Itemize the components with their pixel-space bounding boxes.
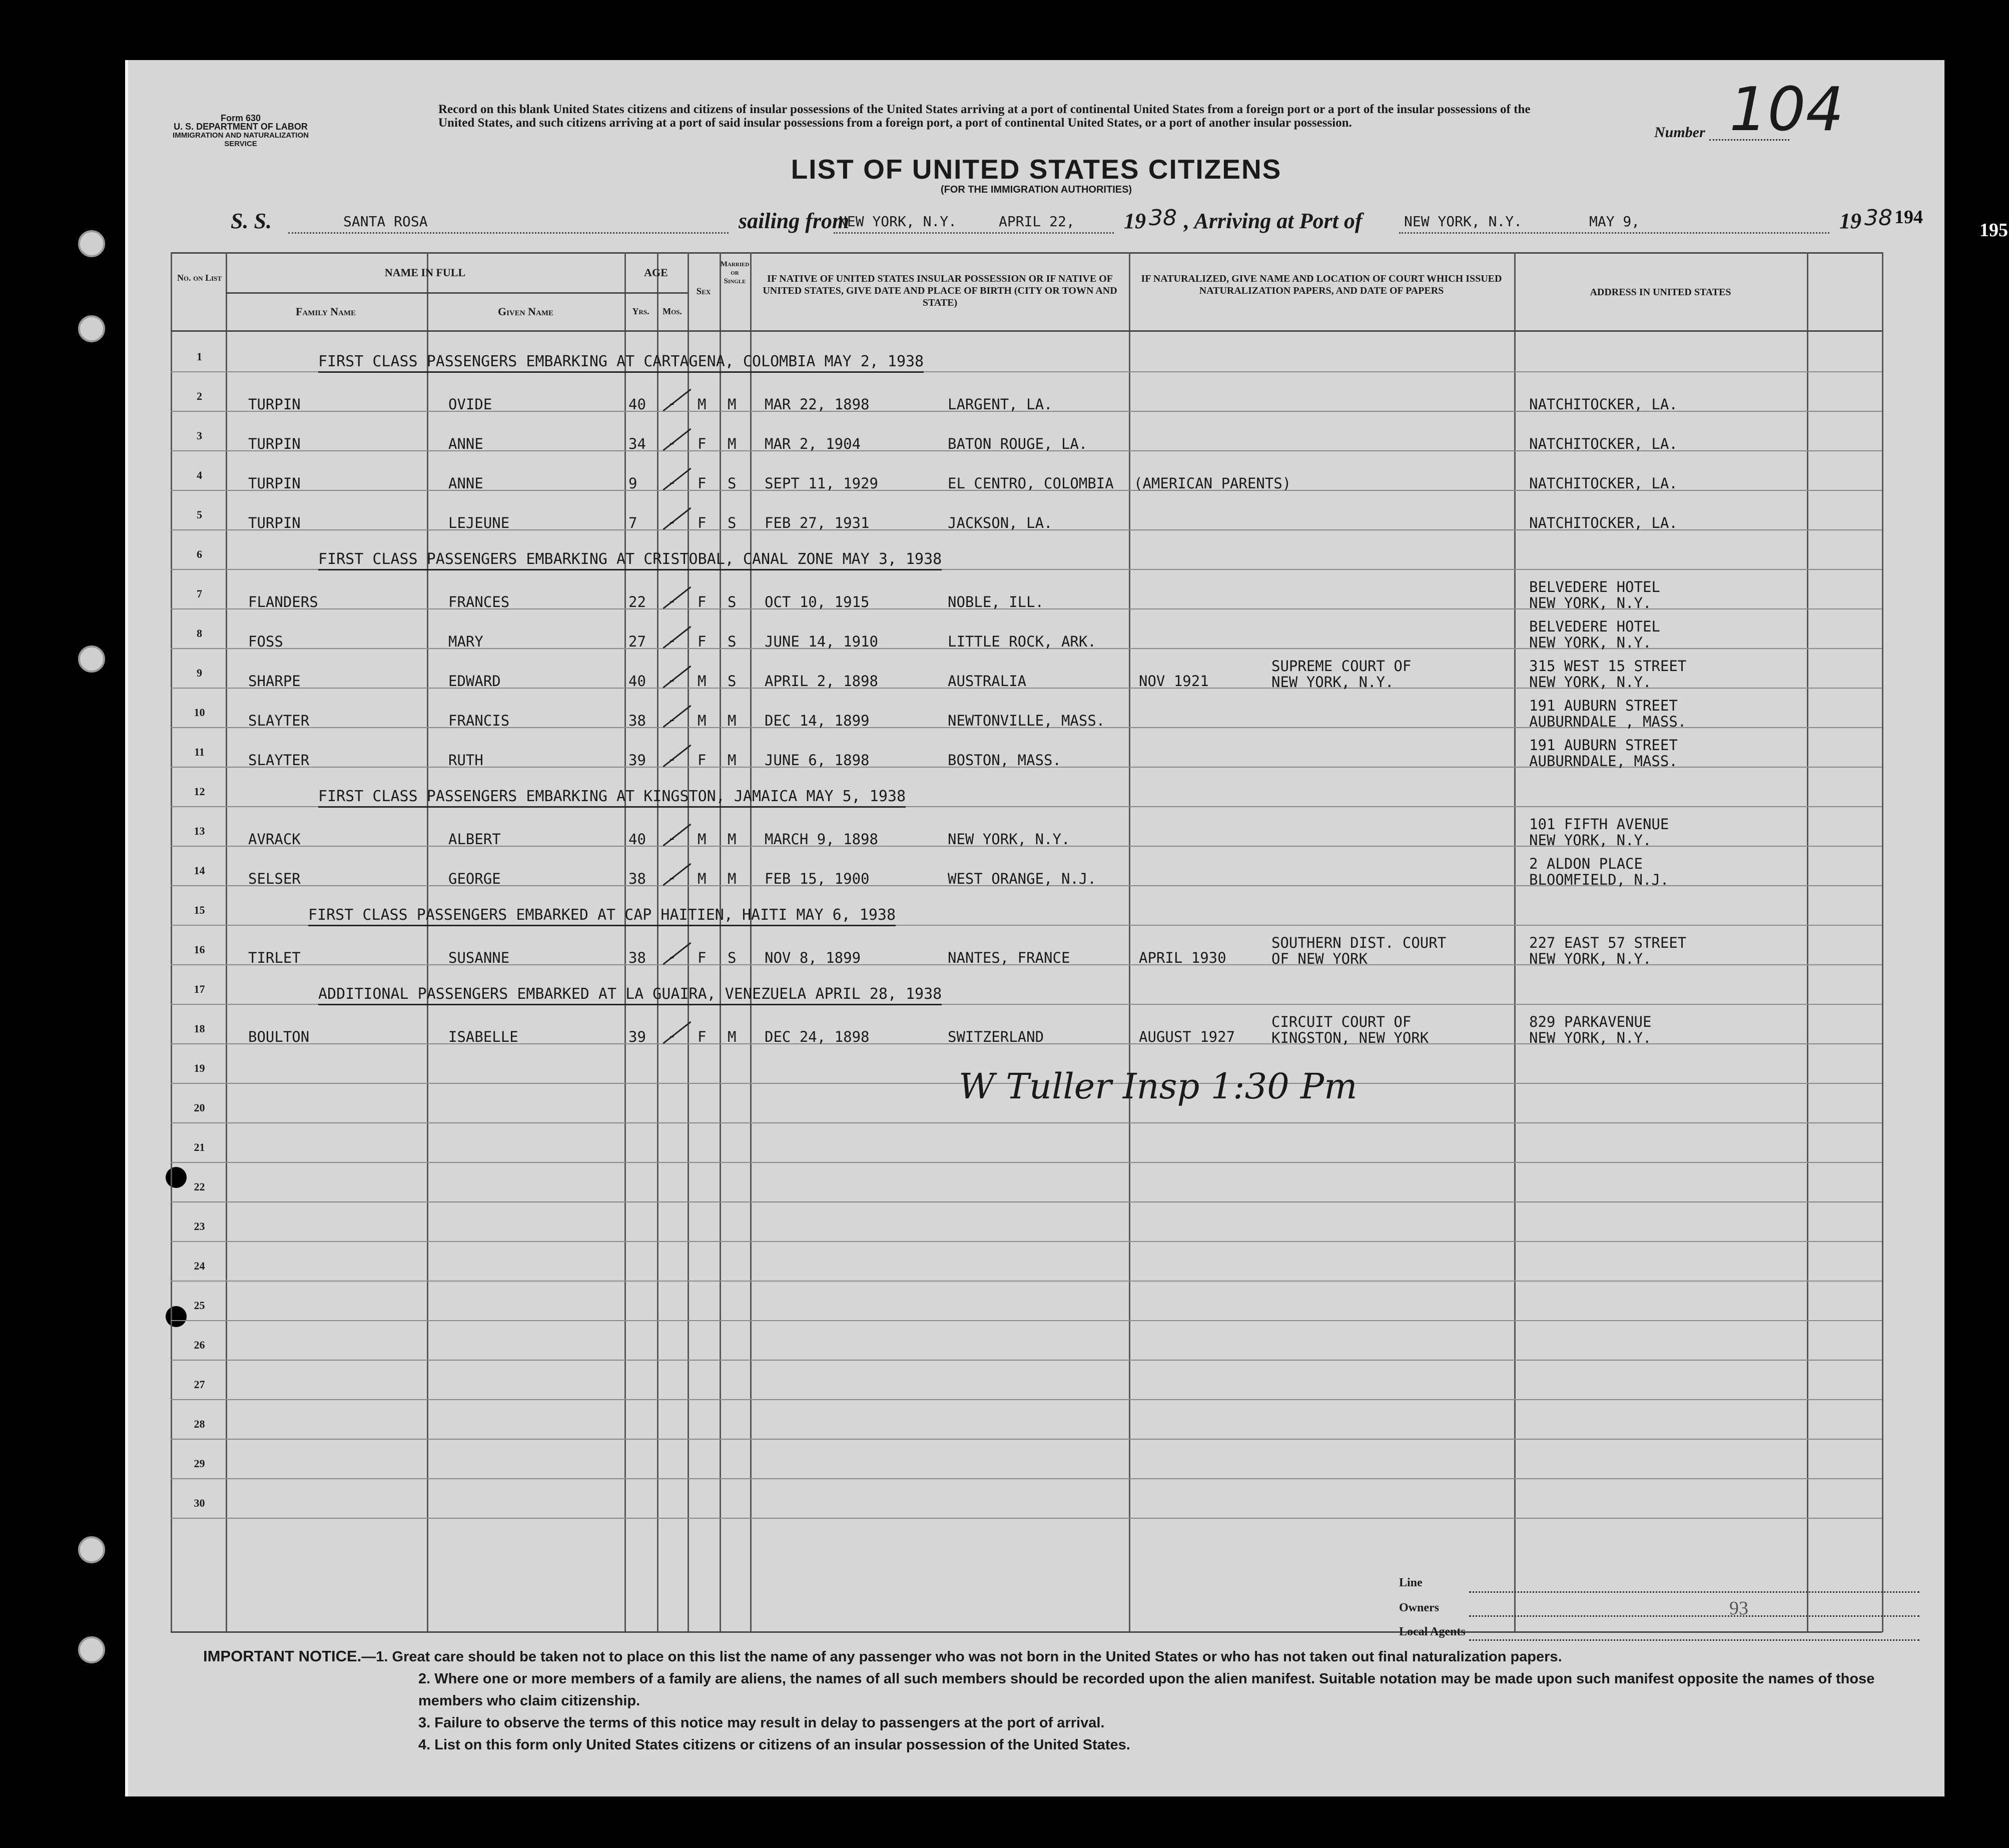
row-number: 29 (194, 1457, 205, 1470)
birth-date: APRIL 2, 1898 (765, 673, 878, 690)
passenger-age-years: 7 (628, 514, 637, 531)
passenger-age-months: - (667, 592, 677, 609)
passenger-age-months: - (667, 1027, 677, 1044)
footer-line-label: Line (1399, 1576, 1423, 1589)
section-heading: FIRST CLASS PASSENGERS EMBARKING AT CARTAGENA, COLOMBIA MAY 2, 1938 (318, 353, 924, 373)
passenger-age-years: 38 (628, 949, 646, 966)
passenger-sex: F (698, 633, 707, 650)
passenger-marital: M (728, 396, 737, 413)
section-heading: FIRST CLASS PASSENGERS EMBARKING AT CRISTOBAL, CANAL ZONE MAY 3, 1938 (318, 550, 942, 570)
passenger-given-name: LEJEUNE (448, 514, 510, 531)
row-number: 24 (194, 1260, 205, 1272)
header-married-single: Married or Single (720, 260, 750, 285)
passenger-age-months: - (667, 711, 677, 728)
row-number: 13 (194, 825, 205, 837)
birth-place: NEWTONVILLE, MASS. (948, 712, 1105, 729)
notice-lead: IMPORTANT NOTICE. (203, 1647, 362, 1665)
form-service: IMMIGRATION AND NATURALIZATION SERVICE (173, 131, 309, 148)
birth-place: NEW YORK, N.Y. (948, 831, 1070, 848)
row-number: 11 (194, 746, 205, 758)
stamp-number-edge: 195 (1979, 220, 2008, 241)
column-rule (624, 252, 626, 1632)
row-rule (171, 1360, 1882, 1361)
column-rule (657, 252, 658, 1632)
passenger-sex: M (698, 712, 707, 729)
birth-place: BATON ROUGE, LA. (948, 435, 1088, 452)
row-number: 19 (194, 1062, 205, 1074)
header-birth: IF NATIVE OF UNITED STATES INSULAR POSSESSION OR IF NATIVE OF UNITED STATES, GIVE DATE AND PLACE OF BIRTH (CITY OR TOWN AND STATE) (763, 273, 1117, 308)
header-sex: Sex (696, 286, 711, 297)
row-rule (171, 1399, 1882, 1400)
row-number: 27 (194, 1378, 205, 1391)
passenger-family-name: TURPIN (248, 475, 301, 492)
section-heading: ADDITIONAL PASSENGERS EMBARKED AT LA GUAIRA, VENEZUELA APRIL 28, 1938 (318, 985, 942, 1005)
row-rule (171, 1162, 1882, 1163)
column-rule (750, 252, 752, 1632)
address-line-2: NEW YORK, N.Y. (1529, 674, 1652, 691)
row-rule (171, 1201, 1882, 1202)
passenger-family-name: FOSS (248, 633, 283, 650)
passenger-marital: S (728, 633, 737, 650)
address-line-2: NEW YORK, N.Y. (1529, 832, 1652, 849)
birth-place: EL CENTRO, COLOMBIA (948, 475, 1114, 492)
row-number: 15 (194, 904, 205, 916)
header-naturalized: IF NATURALIZED, GIVE NAME AND LOCATION OF COURT WHICH ISSUED NATURALIZATION PAPERS, AND DATE OF PAPERS (1141, 273, 1502, 296)
birth-place: JACKSON, LA. (948, 514, 1053, 531)
row-number: 16 (194, 943, 205, 956)
passenger-family-name: TIRLET (248, 949, 301, 966)
passenger-family-name: SHARPE (248, 673, 301, 690)
address-line-1: BELVEDERE HOTEL (1529, 578, 1660, 595)
from-line (834, 232, 1114, 234)
column-rule (1514, 252, 1516, 1632)
row-number: 9 (197, 667, 202, 679)
passenger-age-years: 22 (628, 593, 646, 610)
passenger-marital: M (728, 1028, 737, 1045)
passenger-sex: F (698, 435, 707, 452)
passenger-marital: S (728, 673, 737, 690)
passenger-given-name: RUTH (448, 752, 483, 769)
passenger-sex: F (698, 752, 707, 769)
passenger-age-years: 40 (628, 396, 646, 413)
passenger-age-years: 39 (628, 1028, 646, 1045)
row-number: 7 (197, 587, 202, 600)
passenger-sex: F (698, 949, 707, 966)
address-line-2: AUBURNDALE , MASS. (1529, 713, 1687, 730)
passenger-given-name: SUSANNE (448, 949, 510, 966)
page-subtitle: (FOR THE IMMIGRATION AUTHORITIES) (940, 184, 1132, 195)
court-location: KINGSTON, NEW YORK (1271, 1029, 1429, 1046)
passenger-marital: S (728, 475, 737, 492)
passenger-given-name: GEORGE (448, 870, 501, 887)
passenger-family-name: SELSER (248, 870, 301, 887)
row-number: 30 (194, 1497, 205, 1509)
header-given-name: Given Name (497, 305, 553, 318)
passenger-given-name: EDWARD (448, 673, 501, 690)
passenger-marital: M (728, 831, 737, 848)
row-number: 26 (194, 1339, 205, 1351)
passenger-sex: F (698, 475, 707, 492)
passenger-family-name: SLAYTER (248, 712, 310, 729)
row-number: 6 (197, 548, 202, 560)
court-location: NEW YORK, N.Y. (1271, 674, 1394, 691)
passenger-age-years: 34 (628, 435, 646, 452)
sailing-label: sailing from (739, 209, 850, 233)
birth-place: LARGENT, LA. (948, 396, 1053, 413)
passenger-sex: F (698, 514, 707, 531)
passenger-marital: S (728, 593, 737, 610)
table-bottom-rule (171, 1631, 1882, 1633)
from-date: APRIL 22, (999, 213, 1075, 230)
row-number: 22 (194, 1180, 205, 1193)
birth-date: OCT 10, 1915 (765, 593, 870, 610)
passenger-age-years: 40 (628, 831, 646, 848)
number-label: Number (1654, 124, 1705, 141)
column-rule (688, 252, 689, 1632)
naturalization-date: NOV 1921 (1139, 673, 1209, 690)
binder-hole (78, 315, 105, 342)
passenger-given-name: FRANCIS (448, 712, 510, 729)
header-address: ADDRESS IN UNITED STATES (1590, 287, 1731, 298)
passenger-age-months: - (667, 830, 677, 847)
column-rule (171, 252, 172, 1632)
page-number: 93 (1729, 1598, 1748, 1619)
row-number: 21 (194, 1141, 205, 1153)
address-line-1: 191 AUBURN STREET (1529, 697, 1678, 714)
address-line-2: NEW YORK, N.Y. (1529, 634, 1652, 651)
passenger-age-years: 39 (628, 752, 646, 769)
passenger-marital: S (728, 949, 737, 966)
naturalization-date: APRIL 1930 (1139, 949, 1226, 966)
passenger-given-name: ANNE (448, 475, 483, 492)
birth-date: SEPT 11, 1929 (765, 475, 878, 492)
record-instructions: Record on this blank United States citizens and citizens of insular possessions of the United States arriving at a port of continental United States from a foreign port or a port of the insular possessions of the United States, and such citizens arriving at a port of said insular possessions from a foreign port, a port of continental United States, or a port of another insular possession. (438, 103, 1531, 130)
header-family-name: Family Name (295, 305, 356, 318)
header-mos: Mos. (662, 306, 682, 316)
ship-line (288, 232, 729, 234)
address-line-1: 101 FIFTH AVENUE (1529, 816, 1669, 833)
address-line-1: 315 WEST 15 STREET (1529, 658, 1687, 675)
row-number: 3 (197, 429, 202, 442)
row-number: 8 (197, 627, 202, 640)
notice-item-4: 4. List on this form only United States citizens or citizens of an insular possession of the United States. (418, 1737, 1130, 1753)
passenger-family-name: AVRACK (248, 831, 301, 848)
manifest-sheet (125, 60, 2008, 1796)
address-line-1: 2 ALDON PLACE (1529, 855, 1643, 872)
naturalization-date: (AMERICAN PARENTS) (1134, 475, 1291, 492)
birth-date: NOV 8, 1899 (765, 949, 861, 966)
birth-date: JUNE 14, 1910 (765, 633, 878, 650)
ss-label: S. S. (231, 209, 272, 233)
passenger-marital: S (728, 514, 737, 531)
birth-place: SWITZERLAND (948, 1028, 1044, 1045)
stamp-number: 194 (1894, 207, 1923, 228)
row-number: 17 (194, 983, 205, 995)
address-line-2: NEW YORK, N.Y. (1529, 594, 1652, 611)
passenger-sex: M (698, 673, 707, 690)
form-department: U. S. DEPARTMENT OF LABOR (174, 122, 308, 132)
address-line-1: BELVEDERE HOTEL (1529, 618, 1660, 635)
passenger-age-years: 27 (628, 633, 646, 650)
passenger-age-years: 38 (628, 712, 646, 729)
from-year-suffix: 38 (1149, 205, 1177, 231)
passenger-age-months: - (667, 869, 677, 886)
birth-date: JUNE 6, 1898 (765, 752, 870, 769)
footer-owners-field (1469, 1615, 1919, 1617)
row-number: 4 (197, 469, 202, 481)
arrival-port: NEW YORK, N.Y. (1404, 213, 1523, 230)
header-age: AGE (644, 266, 668, 279)
column-rule (720, 252, 721, 1632)
court-location: OF NEW YORK (1271, 950, 1368, 967)
passenger-marital: M (728, 752, 737, 769)
passenger-age-years: 40 (628, 673, 646, 690)
passenger-family-name: TURPIN (248, 514, 301, 531)
page-title: LIST OF UNITED STATES CITIZENS (791, 154, 1282, 185)
column-rule (1807, 252, 1808, 1632)
birth-place: LITTLE ROCK, ARK. (948, 633, 1096, 650)
passenger-age-months: - (667, 672, 677, 689)
passenger-family-name: TURPIN (248, 396, 301, 413)
passenger-age-months: - (667, 751, 677, 768)
address-line-1: 829 PARKAVENUE (1529, 1013, 1652, 1030)
passenger-sex: M (698, 396, 707, 413)
passenger-family-name: SLAYTER (248, 752, 310, 769)
column-rule (1129, 252, 1130, 1632)
court-name: SOUTHERN DIST. COURT (1271, 934, 1447, 951)
birth-date: MAR 2, 1904 (765, 435, 861, 452)
row-rule (171, 1320, 1882, 1321)
address-line-1: 227 EAST 57 STREET (1529, 934, 1687, 951)
inspector-signature: W Tuller Insp 1:30 Pm (959, 1066, 1358, 1107)
row-number: 25 (194, 1299, 205, 1312)
address-line-2: NEW YORK, N.Y. (1529, 1029, 1652, 1046)
footer-agents-field (1469, 1639, 1919, 1641)
passenger-family-name: FLANDERS (248, 593, 318, 610)
header-no-on-list: No. on List (177, 273, 222, 283)
row-rule (171, 1122, 1882, 1123)
from-port: NEW YORK, N.Y. (839, 213, 957, 230)
birth-date: FEB 27, 1931 (765, 514, 870, 531)
passenger-sex: F (698, 593, 707, 610)
birth-date: MARCH 9, 1898 (765, 831, 878, 848)
row-rule (171, 1478, 1882, 1479)
name-header-rule (226, 292, 624, 294)
section-heading: FIRST CLASS PASSENGERS EMBARKED AT CAP HAITIEN, HAITI MAY 6, 1938 (308, 906, 896, 926)
row-number: 2 (197, 390, 202, 402)
passenger-sex: F (698, 1028, 707, 1045)
row-rule (171, 1518, 1882, 1519)
passenger-marital: M (728, 870, 737, 887)
passenger-marital: M (728, 712, 737, 729)
birth-place: AUSTRALIA (948, 673, 1027, 690)
court-name: CIRCUIT COURT OF (1271, 1013, 1412, 1030)
notice-item-1: —1. Great care should be taken not to place on this list the name of any passenger who was not born in the United States or who has not taken out final naturalization papers. (361, 1649, 1562, 1665)
passenger-age-years: 9 (628, 475, 637, 492)
birth-place: NANTES, FRANCE (948, 949, 1070, 966)
arrival-year-prefix: 19 (1839, 209, 1861, 233)
column-rule (427, 252, 428, 1632)
address-line-1: NATCHITOCKER, LA. (1529, 396, 1678, 413)
section-heading: FIRST CLASS PASSENGERS EMBARKING AT KINGSTON, JAMAICA MAY 5, 1938 (318, 788, 906, 808)
birth-place: NOBLE, ILL. (948, 593, 1044, 610)
form-number: Form 630 (220, 113, 261, 123)
arrival-year-suffix: 38 (1864, 205, 1892, 231)
row-number: 12 (194, 785, 205, 798)
passenger-age-months: - (667, 474, 677, 491)
address-line-2: AUBURNDALE, MASS. (1529, 753, 1678, 770)
address-line-2: BLOOMFIELD, N.J. (1529, 871, 1669, 888)
row-rule (171, 1241, 1882, 1242)
header-yrs: Yrs. (632, 306, 649, 316)
birth-place: WEST ORANGE, N.J. (948, 870, 1096, 887)
footer-line-field (1469, 1591, 1919, 1593)
passenger-age-months: - (667, 632, 677, 649)
passenger-given-name: ALBERT (448, 831, 501, 848)
form-id (158, 114, 323, 148)
column-rule (226, 252, 227, 1632)
row-number: 14 (194, 864, 205, 877)
row-number: 20 (194, 1101, 205, 1114)
passenger-age-years: 38 (628, 870, 646, 887)
ship-name: SANTA ROSA (343, 213, 428, 230)
arrival-line (1399, 232, 1829, 234)
important-notice (203, 1645, 1904, 1756)
address-line-2: NEW YORK, N.Y. (1529, 950, 1652, 967)
passenger-marital: M (728, 435, 737, 452)
row-number: 10 (194, 706, 205, 719)
passenger-given-name: MARY (448, 633, 483, 650)
arriving-label: , Arriving at Port of (1184, 209, 1363, 233)
row-number: 28 (194, 1418, 205, 1430)
notice-item-2: 2. Where one or more members of a family are aliens, the names of all such members should be recorded upon the alien manifest. Suitable notation may be made upon such manifest opposite the names of those members who claim citizenship. (418, 1671, 1875, 1709)
birth-date: DEC 24, 1898 (765, 1028, 870, 1045)
passenger-family-name: TURPIN (248, 435, 301, 452)
binder-hole (78, 1536, 105, 1563)
footer-agents-label: Local Agents (1399, 1625, 1466, 1638)
address-line-1: NATCHITOCKER, LA. (1529, 435, 1678, 452)
footer-owners-label: Owners (1399, 1601, 1439, 1614)
age-header-rule (624, 292, 688, 294)
address-line-1: NATCHITOCKER, LA. (1529, 475, 1678, 492)
address-line-1: NATCHITOCKER, LA. (1529, 514, 1678, 531)
number-value: 104 (1729, 75, 1844, 145)
passenger-family-name: BOULTON (248, 1028, 310, 1045)
passenger-age-months: - (667, 434, 677, 451)
row-rule (171, 1439, 1882, 1440)
binder-hole (78, 230, 105, 257)
naturalization-date: AUGUST 1927 (1139, 1028, 1235, 1045)
passenger-sex: M (698, 831, 707, 848)
row-number: 5 (197, 508, 202, 521)
voyage-line (128, 205, 1979, 240)
passenger-given-name: FRANCES (448, 593, 510, 610)
address-line-1: 191 AUBURN STREET (1529, 737, 1678, 754)
passenger-age-months: - (667, 948, 677, 965)
passenger-sex: M (698, 870, 707, 887)
header-bottom-rule (171, 330, 1882, 332)
binder-hole (78, 1636, 105, 1663)
row-number: 18 (194, 1022, 205, 1035)
row-number: 1 (197, 350, 202, 363)
birth-date: FEB 15, 1900 (765, 870, 870, 887)
from-year-prefix: 19 (1124, 209, 1146, 233)
column-rule (1882, 252, 1883, 1632)
arrival-date: MAY 9, (1589, 213, 1640, 230)
passenger-given-name: OVIDE (448, 396, 492, 413)
birth-date: DEC 14, 1899 (765, 712, 870, 729)
row-number: 23 (194, 1220, 205, 1233)
row-rule (171, 1281, 1882, 1282)
passenger-age-months: - (667, 513, 677, 530)
passenger-given-name: ANNE (448, 435, 483, 452)
birth-date: MAR 22, 1898 (765, 396, 870, 413)
passenger-given-name: ISABELLE (448, 1028, 518, 1045)
binder-hole (78, 646, 105, 673)
header-name-in-full: NAME IN FULL (384, 266, 466, 279)
birth-place: BOSTON, MASS. (948, 752, 1061, 769)
court-name: SUPREME COURT OF (1271, 658, 1412, 675)
passenger-age-months: - (667, 395, 677, 412)
notice-item-3: 3. Failure to observe the terms of this notice may result in delay to passengers at the port of arrival. (418, 1715, 1105, 1731)
